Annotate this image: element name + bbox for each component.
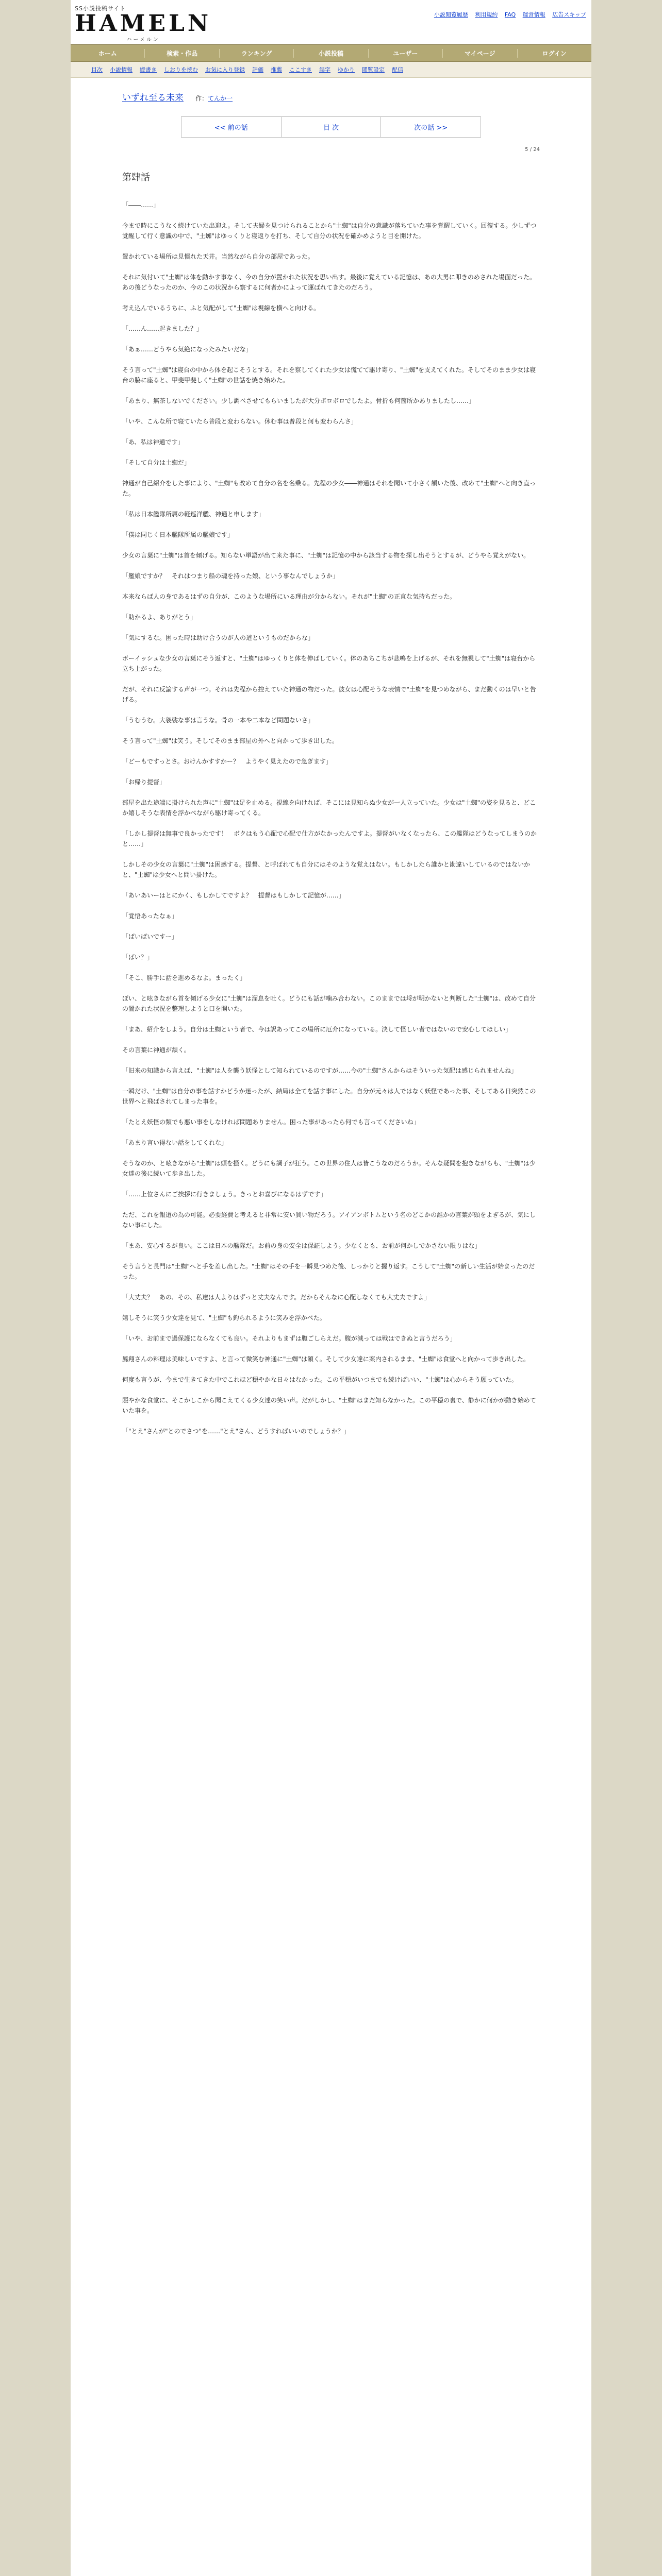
subnav-like[interactable]: ここすき: [289, 66, 312, 73]
body-paragraph: 嬉しそうに笑う少女達を見て、"土蜘"も釣られるように笑みを浮かべた。: [122, 1314, 326, 1321]
body-paragraph: 今まで時にこうなく続けていた出迎え。そして夫婦を見つけられることから"土蜘"は自分の意識が落ちていた事を覚醒していく。回復する。少しずつ覚醒して行く意識の中で、"土蜘"はゆっくりと寝返りを打ち、そして自分の状況を確かめようと目を開けた。: [122, 222, 537, 240]
body-paragraph: 「――……」: [122, 201, 160, 209]
body-paragraph: 「……ん……起きました？」: [122, 325, 203, 332]
body-paragraph: 「ばい？」: [122, 954, 154, 961]
body-paragraph: 鳳翔さんの料理は美味しいですよ、と言って微笑む神通に"土蜘"は頷く。そして少女達に案内されるまま、"土蜘"は食堂へと向かって歩き出した。: [122, 1355, 529, 1363]
body-paragraph: 「うむうむ。大袈裟な事は言うな。骨の一本や二本など問題ないさ」: [122, 717, 315, 724]
body-paragraph: 「気にするな。困った時は助け合うのが人の道というものだからな」: [122, 634, 315, 641]
page-count: 5 / 24: [525, 147, 540, 152]
body-paragraph: 一瞬だけ、"土蜘"は自分の事を話すかどうか迷ったが、結局は全てを話す事にした。自分が元々は人ではなく妖怪であった事、そしてある日突然この世界へと飛ばされてしまった事を。: [122, 1088, 536, 1105]
author-link[interactable]: てんか一: [208, 95, 233, 102]
top-link-about[interactable]: 運営情報: [522, 11, 545, 18]
next-chapter-link[interactable]: 次の話 >>: [414, 124, 448, 132]
body-paragraph: 賑やかな食堂に、そこかしこから聞こえてくる少女達の笑い声。だがしかし、"土蜘"はまだ知らなかった。この平穏の裏で、静かに何かが動き始めていた事を。: [122, 1397, 536, 1414]
top-link-terms[interactable]: 利用規約: [475, 11, 498, 18]
body-paragraph: 「いや、こんな所で寝ていたら普段と変わらない。休む事は普段と何も変わらんさ」: [122, 418, 357, 425]
author-line: [195, 95, 233, 102]
body-paragraph: 「あぁ……どうやら気絶になったみたいだな」: [122, 346, 252, 353]
body-paragraph: 「あ、私は神通です」: [122, 438, 184, 446]
body-paragraph: 「そこ、勝手に話を進めるなよ。まったく」: [122, 974, 246, 981]
body-paragraph: だが、それに反論する声が一つ。それは先程から控えていた神通の物だった。彼女は心配そうな表情で"土蜘"を見つめながら、まだ動くのは早いと告げる。: [122, 686, 536, 703]
subnav-toc[interactable]: 目次: [91, 66, 103, 73]
body-paragraph: 「たとえ妖怪の類でも悪い事をしなければ問題ありません。困った事があったら何でも言ってくださいね」: [122, 1118, 420, 1126]
body-paragraph: 何度も言うが、今まで生きてきた中でこれほど穏やかな日々はなかった。この平穏がいつまでも続けばいい、"土蜘"は心からそう願っていた。: [122, 1376, 518, 1383]
body-paragraph: 「"とえ"さんが"とのでさつ"を……"とえ"さん、どうすればいいのでしょうか？」: [122, 1428, 350, 1435]
logo-tagline: SS小説投稿サイト: [75, 5, 126, 12]
nav-item-login[interactable]: ログイン: [542, 49, 567, 57]
body-paragraph: 「お帰り提督」: [122, 778, 166, 786]
body-paragraph: ぽい、と呟きながら首を傾げる少女に"土蜘"は溜息を吐く。どうにも話が噛み合わない。このままでは埒が明かないと判断した"土蜘"は、改めて自分の置かれた状況を整理しようと口を開いた。: [122, 995, 536, 1012]
body-paragraph: そう言って"土蜘"は寝台の中から体を起こそうとする。それを察してくれた少女は慌てて駆け寄り、"土蜘"を支えてくれた。そしてそのまま少女は寝台の脇に座ると、甲斐甲斐しく"土蜘"の世話を焼き始めた。: [122, 366, 536, 384]
body-paragraph: 考え込んでいるうちに、ふと気配がして"土蜘"は視線を横へと向ける。: [122, 304, 320, 312]
site-header: [71, 0, 591, 44]
page-container: [71, 0, 591, 2576]
body-paragraph: そう言って"土蜘"は笑う。そしてそのまま部屋の外へと向かって歩き出した。: [122, 737, 339, 744]
subnav-favorite[interactable]: お気に入り登録: [205, 66, 245, 73]
body-paragraph: そう言うと長門は"土蜘"へと手を差し出した。"土蜘"はその手を一瞬見つめた後、しっかりと握り返す。こうして"土蜘"の新しい生活が始まったのだった。: [122, 1263, 535, 1280]
body-paragraph: 置かれている場所は見慣れた天井。当然ながら自分の部屋であった。: [122, 253, 314, 260]
body-paragraph: 「……上位さんにご挨拶に行きましょう。きっとお喜びになるはずです」: [122, 1191, 327, 1198]
body-paragraph: 「覚悟あったなぁ」: [122, 912, 178, 920]
toc-link[interactable]: 目 次: [282, 117, 382, 137]
body-paragraph: 「まあ、安心するが良い。ここは日本の艦隊だ。お前の身の安全は保証しよう。少なくとも、お前が何かしでかさない限りはな」: [122, 1242, 481, 1249]
body-paragraph: 「しかし提督は無事で良かったです！ ボクはもう心配で心配で仕方がなかったんですよ。提督がいなくなったら、この艦隊はどうなってしまうのかと……」: [122, 830, 537, 848]
body-paragraph: その言葉に神通が頷く。: [122, 1046, 190, 1054]
body-paragraph: 「そして自分は土蜘だ」: [122, 459, 191, 466]
author-prefix: 作：: [195, 95, 208, 102]
body-paragraph: それに気付いて"土蜘"は体を動かす事なく、今の自分が置かれた状況を思い出す。最後に覚えている記憶は、あの大男に叩きのめされた場面だった。あの後どうなったのか、今のこの状況から察するに何者かによって運ばれてきたのだろう。: [122, 274, 536, 291]
body-paragraph: 「大丈夫？ あの、その、私達は人よりはずっと丈夫なんです。だからそんなに心配しなくても大丈夫ですよ」: [122, 1294, 431, 1301]
logo-ruby: ハーメルン: [126, 37, 160, 43]
body-paragraph: 本来ならば人の身であるはずの自分が、このような場所にいる理由が分からない。それが"土蜘"の正直な気持ちだった。: [122, 593, 456, 600]
subnav-distribution[interactable]: 配信: [392, 66, 403, 73]
body-paragraph: しかしその少女の言葉に"土蜘"は困惑する。提督、と呼ばれても自分にはそのような覚えはない。もしかしたら誰かと勘違いしているのではないかと、"土蜘"は少女へと問い掛けた。: [122, 861, 531, 878]
nav-item-user[interactable]: ユーザー: [369, 49, 443, 58]
top-links: [429, 10, 586, 19]
body-paragraph: 「どーもですっとさ。おけんかすすかー？ ようやく見えたので急ぎます」: [122, 758, 332, 765]
subnav-typo[interactable]: 誤字: [319, 66, 330, 73]
body-paragraph: 「私は日本艦隊所属の軽巡洋艦、神通と申します」: [122, 511, 265, 518]
body-paragraph: 「助かるよ、ありがとう」: [122, 614, 197, 621]
main-nav: [71, 44, 591, 62]
subnav-recommend[interactable]: 推薦: [271, 66, 282, 73]
subnav-rate[interactable]: 評価: [252, 66, 263, 73]
subnav-vertical[interactable]: 縦書き: [140, 66, 157, 73]
body-paragraph: 「あまり、無茶しないでください。少し調べさせてもらいましたが大分ボロボロでしたよ。骨折も何箇所かありましたし……」: [122, 397, 475, 404]
top-link-faq[interactable]: FAQ: [504, 11, 516, 18]
nav-item-search[interactable]: 検索・作品: [145, 49, 219, 58]
subnav-view-settings[interactable]: 閲覧設定: [362, 66, 385, 73]
chapter-title: 第肆話: [122, 172, 150, 183]
top-link-history[interactable]: 小説閲覧履歴: [434, 11, 468, 18]
chapter-nav: [181, 116, 481, 138]
nav-item-ranking[interactable]: ランキング: [220, 49, 294, 58]
nav-item-post[interactable]: 小説投稿: [294, 49, 368, 58]
body-paragraph: ボーイッシュな少女の言葉にそう返すと、"土蜘"はゆっくりと体を伸ばしていく。体のあちこちが悲鳴を上げるが、それを無視して"土蜘"は寝台から立ち上がった。: [122, 655, 536, 672]
body-paragraph: 「僕は同じく日本艦隊所属の艦娘です」: [122, 531, 234, 538]
chapter-body: [122, 200, 540, 1436]
top-link-skip-ads[interactable]: 広告スキップ: [552, 11, 586, 18]
body-paragraph: 「あまり言い得ない話をしてくれな」: [122, 1139, 228, 1146]
novel-header: [71, 78, 591, 103]
nav-item-mypage[interactable]: マイページ: [443, 49, 517, 58]
body-paragraph: 少女の言葉に"土蜘"は首を傾げる。知らない単語が出て来た事に、"土蜘"は記憶の中から該当する物を探し出そうとするが、どうやら覚えがない。: [122, 552, 530, 559]
subnav-bookmark[interactable]: しおりを挟む: [164, 66, 198, 73]
prev-chapter-link[interactable]: << 前の話: [181, 117, 282, 137]
body-paragraph: そうなのか、と呟きながら"土蜘"は頭を掻く。どうにも調子が狂う。この世界の住人は皆こうなのだろうか。そんな疑問を抱きながらも、"土蜘"は少女達の後に続いて歩き出した。: [122, 1160, 536, 1177]
novel-title[interactable]: いずれ至る未来: [122, 93, 184, 103]
subnav-related[interactable]: ゆかり: [338, 66, 355, 73]
body-paragraph: 部屋を出た途端に掛けられた声に"土蜘"は足を止める。視線を向ければ、そこには見知らぬ少女が一人立っていた。少女は"土蜘"の姿を見ると、どこか嬉しそうな表情を浮かべながら駆け寄ってくる。: [122, 799, 536, 817]
body-paragraph: 「あいあいーはとにかく、もしかしてですよ？ 提督はもしかして記憶が……」: [122, 892, 345, 899]
body-paragraph: 「まあ、紹介をしよう。自分は土蜘という者で、今は訳あってこの場所に厄介になっている。決して怪しい者ではないので安心してほしい」: [122, 1026, 512, 1033]
novel-subnav: [71, 62, 591, 78]
logo-text: HAMELN: [75, 10, 212, 37]
body-paragraph: 「旧来の知識から言えば、"土蜘"は人を襲う妖怪として知られているのですが……今の"土蜘"さんからはそういった気配は感じられませんね」: [122, 1067, 518, 1074]
body-paragraph: 「艦娘ですか？ それはつまり船の魂を持った娘、という事なんでしょうか」: [122, 572, 339, 580]
site-logo[interactable]: [75, 4, 211, 43]
subnav-novel-info[interactable]: 小説情報: [110, 66, 133, 73]
body-paragraph: 「いや、お前まで過保護にならなくても良い。それよりもまずは腹ごしらえだ。腹が減っては戦はできぬと言うだろう」: [122, 1335, 456, 1342]
body-paragraph: 神通が自己紹介をした事により、"土蜘"も改めて自分の名を名乗る。先程の少女――神通はそれを聞いて小さく頷いた後、改めて"土蜘"へと向き直った。: [122, 480, 536, 497]
nav-item-home[interactable]: ホーム: [71, 49, 145, 58]
body-paragraph: 「ばいばいですー」: [122, 933, 178, 940]
body-paragraph: ただ、これを報道の為の可能。必要経費と考えると非常に安い買い物だろう。アイアンボトムという名のどこかの誰かの言葉が頭をよぎるが、気にしない事にした。: [122, 1211, 536, 1229]
